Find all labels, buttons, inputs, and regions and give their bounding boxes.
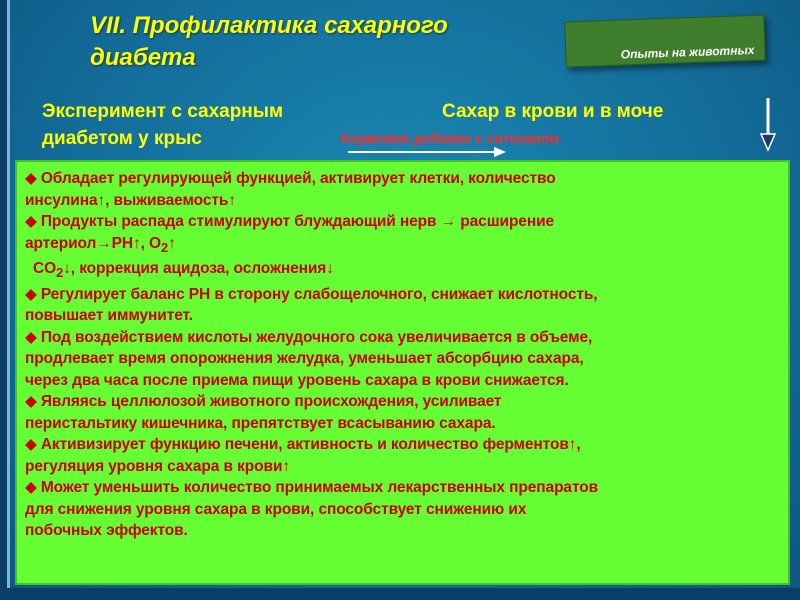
diamond-bullet-icon: ◆ — [25, 170, 37, 187]
feed-additive-label: Кормовая добавка с хитозаном — [341, 130, 560, 146]
right-arrow-icon — [348, 144, 508, 160]
slide-title-line-2: диабета — [90, 44, 196, 71]
slide-title — [90, 10, 510, 74]
bullet-7-line-2: для снижения уровня сахара в крови, способствует снижению их — [25, 500, 527, 518]
bullet-4-line-3: через два часа после приема пищи уровень сахара в крови снижается. — [25, 371, 569, 389]
subscript-2: 2 — [160, 239, 169, 255]
bullet-3-line-2: повышает иммунитет. — [25, 307, 193, 325]
diamond-bullet-icon: ◆ — [25, 479, 37, 497]
bullet-6-line-1: ◆ Активизирует функцию печени, активность и количество ферментов↑, — [25, 436, 581, 454]
diamond-bullet-icon: ◆ — [25, 285, 37, 303]
down-arrow-icon — [758, 98, 778, 153]
bullet-6-line-2: регуляция уровня сахара в крови↑ — [25, 457, 291, 475]
bullet-1-line-2: инсулина↑, выживаемость↑ — [25, 191, 236, 209]
bullet-1-line-1: ◆ Обладает регулирующей функцией, активирует клетки, количество — [25, 170, 556, 187]
benefits-panel — [15, 160, 790, 585]
bullet-2-line-3: $CO_2↓$, коррекция ацидоза, осложнения↓ — [33, 260, 334, 281]
bullet-7-line-1: ◆ Может уменьшить количество принимаемых лекарственных препаратов — [25, 479, 599, 497]
bullet-4-line-1: ◆ Под воздействием кислоты желудочного сока увеличивается в объеме, — [25, 328, 593, 346]
bullet-5-line-2: перистальтику кишечника, препятствует всасыванию сахара. — [25, 414, 496, 432]
diamond-bullet-icon: ◆ — [25, 328, 37, 346]
bullet-7-line-3: побочных эффектов. — [25, 522, 188, 540]
sugar-label: Сахар в крови и в моче — [442, 101, 664, 122]
bullet-5-line-1: ◆ Являясь целлюлозой животного происхождения, усиливает — [25, 393, 502, 411]
left-decor-bar — [0, 0, 7, 600]
diamond-bullet-icon: ◆ — [25, 213, 37, 230]
subscript-2: 2 — [56, 265, 64, 281]
bullet-4-line-2: продлевает время опорожнения желудка, уменьшает абсорбцию сахара, — [25, 350, 584, 368]
animal-experiments-tag-label: Опыты на животных — [620, 42, 755, 62]
slide-title-line-1: VII. Профилактика сахарного — [90, 12, 448, 39]
bullet-2-line-2: артериол→PH↑, $O_2↑$ — [25, 234, 176, 255]
experiment-label-line-2: диабетом у крыс — [42, 128, 202, 149]
animal-experiments-tag — [564, 15, 765, 68]
diamond-bullet-icon: ◆ — [25, 393, 37, 411]
bullet-3-line-1: ◆ Регулирует баланс PH в сторону слабощелочного, снижает кислотность, — [25, 285, 598, 303]
experiment-label-line-1: Эксперимент с сахарным — [42, 101, 284, 122]
diamond-bullet-icon: ◆ — [25, 436, 37, 454]
experiment-label — [42, 98, 342, 152]
bottom-decor-bar — [0, 588, 800, 600]
bullet-2-line-1: ◆ Продукты распада стимулируют блуждающий нерв → расширение — [25, 213, 555, 230]
